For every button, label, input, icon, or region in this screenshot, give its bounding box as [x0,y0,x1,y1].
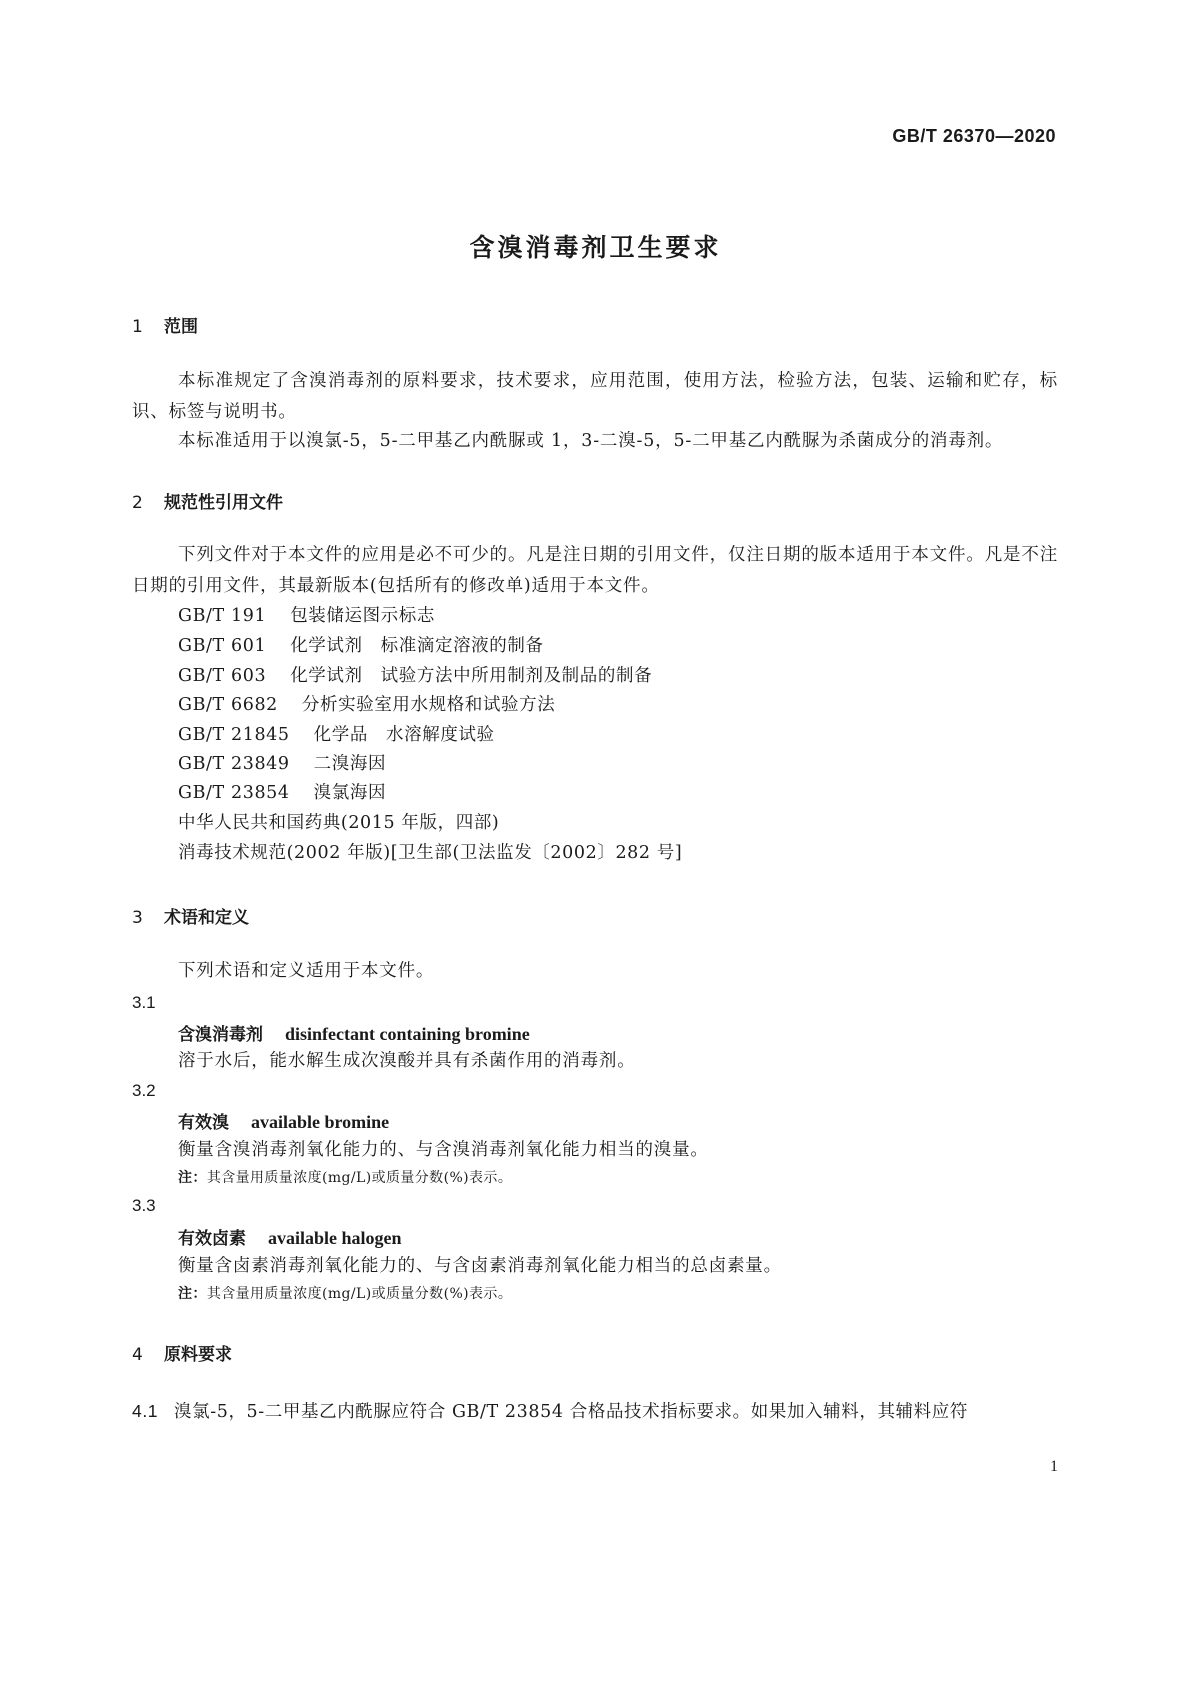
term-definition: 衡量含溴消毒剂氧化能力的、与含溴消毒剂氧化能力相当的溴量。 [178,1140,709,1160]
reference-item: 消毒技术规范(2002 年版)[卫生部(卫法监发〔2002〕282 号] [178,843,683,863]
term-entry [178,1224,402,1249]
term-entry [178,1020,530,1045]
normative-refs-intro: 下列文件对于本文件的应用是必不可少的。凡是注日期的引用文件，仅注日期的版本适用于本文件。凡是不注日期的引用文件，其最新版本(包括所有的修改单)适用于本文件。 [132,545,1058,596]
section-title: 范围 [164,317,198,337]
note-label: 注： [178,1170,207,1186]
term-definition: 衡量含卤素消毒剂氧化能力的、与含卤素消毒剂氧化能力相当的总卤素量。 [178,1256,782,1276]
reference-code: GB/T 23849 [178,754,290,774]
scope-paragraph-2: 本标准适用于以溴氯-5，5-二甲基乙内酰脲或 1，3-二溴-5，5-二甲基乙内酰脲为杀菌成分的消毒剂。 [178,431,1004,451]
term-english: available halogen [268,1228,402,1248]
scope-paragraph-1: 本标准规定了含溴消毒剂的原料要求，技术要求，应用范围，使用方法，检验方法，包装、运输和贮存，标识、标签与说明书。 [132,371,1058,422]
reference-item [178,601,435,632]
reference-item [178,661,652,692]
term-chinese: 含溴消毒剂 [178,1025,263,1045]
reference-title: 包装储运图示标志 [290,606,435,626]
reference-item [178,749,386,780]
page-number: 1 [1050,1458,1058,1475]
clause-4-1 [132,1398,968,1423]
section-number: 4 [132,1345,143,1365]
reference-title: 溴氯海因 [313,783,387,803]
terms-intro: 下列术语和定义适用于本文件。 [178,961,435,981]
note-text: 其含量用质量浓度(mg/L)或质量分数(%)表示。 [206,1286,513,1302]
section-number: 1 [132,317,143,337]
clause-number: 4.1 [132,1401,159,1421]
term-note [178,1283,512,1303]
reference-title: 化学品 水溶解度试验 [313,725,495,745]
reference-item [178,631,544,662]
section-title: 规范性引用文件 [164,493,283,513]
section-heading-1 [132,312,198,337]
term-note [178,1167,512,1187]
term-definition: 溶于水后，能水解生成次溴酸并具有杀菌作用的消毒剂。 [178,1051,636,1071]
document-title: 含溴消毒剂卫生要求 [469,233,722,262]
reference-title: 分析实验室用水规格和试验方法 [301,695,556,715]
section-number: 3 [132,908,143,928]
section-heading-3 [132,903,249,928]
section-title: 术语和定义 [164,908,249,928]
reference-item [178,720,495,751]
reference-title: 化学试剂 标准滴定溶液的制备 [290,636,544,656]
clause-number: 3.2 [132,1081,156,1100]
reference-title: 化学试剂 试验方法中所用制剂及制品的制备 [290,666,653,686]
reference-code: GB/T 191 [178,606,267,626]
standard-code: GB/T 26370—2020 [892,126,1056,146]
clause-number: 3.1 [132,993,156,1012]
section-heading-4 [132,1340,232,1365]
reference-code: GB/T 601 [178,636,267,656]
term-chinese: 有效溴 [178,1113,229,1133]
section-title: 原料要求 [164,1345,232,1365]
reference-code: GB/T 21845 [178,725,290,745]
term-entry [178,1108,389,1133]
reference-code: GB/T 23854 [178,783,290,803]
reference-item [178,778,386,809]
reference-code: GB/T 603 [178,666,267,686]
clause-number: 3.3 [132,1196,156,1215]
reference-title: 二溴海因 [313,754,387,774]
term-english: disinfectant containing bromine [285,1024,530,1044]
note-label: 注： [178,1286,207,1302]
reference-code: GB/T 6682 [178,695,278,715]
section-number: 2 [132,493,143,513]
reference-item: 中华人民共和国药典(2015 年版，四部) [178,813,500,833]
term-chinese: 有效卤素 [178,1229,246,1249]
note-text: 其含量用质量浓度(mg/L)或质量分数(%)表示。 [206,1170,513,1186]
reference-item [178,690,555,721]
clause-text: 溴氯-5，5-二甲基乙内酰脲应符合 GB/T 23854 合格品技术指标要求。如果加入辅料，其辅料应符 [174,1402,968,1422]
term-english: available bromine [251,1112,390,1132]
section-heading-2 [132,488,283,513]
